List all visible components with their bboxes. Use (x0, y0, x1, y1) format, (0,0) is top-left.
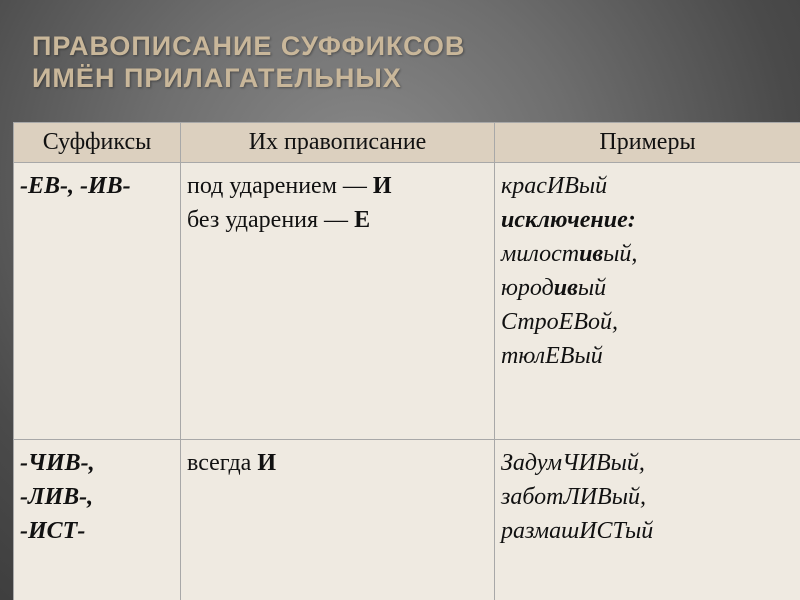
cell-rule (181, 163, 495, 440)
suffix-table-container (13, 122, 800, 600)
example-word: тюлЕВый (501, 343, 603, 369)
rule-letter: И (257, 450, 276, 476)
suffix-text: -ИСТ- (20, 518, 86, 544)
example-word: СтроЕВой, (501, 309, 618, 335)
cell-examples (495, 440, 800, 600)
rule-text: всегда (187, 450, 258, 476)
header-examples: Примеры (495, 123, 800, 163)
table-row (14, 163, 800, 440)
example-word: юродивый (501, 275, 607, 301)
rule-line (187, 446, 488, 480)
table-header-row (14, 123, 800, 163)
suffix-text: -ЧИВ-, (20, 450, 95, 476)
suffix-text: -ЛИВ-, (20, 484, 94, 510)
table-row (14, 440, 800, 600)
slide-title-line-2: ИМЁН ПРИЛАГАТЕЛЬНЫХ (32, 63, 402, 93)
slide-title-line-1: ПРАВОПИСАНИЕ СУФФИКСОВ (32, 31, 466, 61)
cell-suffixes (14, 440, 181, 600)
cell-examples (495, 163, 800, 440)
cell-suffixes (14, 163, 181, 440)
header-spelling: Их правописание (181, 123, 495, 163)
example-word: милостивый, (501, 241, 638, 267)
rule-line (187, 203, 488, 237)
cell-rule (181, 440, 495, 600)
rule-text: без ударения — (187, 207, 355, 233)
slide-title (32, 30, 772, 94)
suffix-table (13, 122, 800, 600)
rule-text: под ударением — (187, 173, 373, 199)
exception-label: исключение: (501, 207, 636, 233)
example-word: красИВый (501, 173, 608, 199)
suffix-text: -ЕВ-, -ИВ- (20, 173, 131, 199)
rule-letter: И (372, 173, 392, 199)
rule-letter: Е (354, 207, 371, 233)
rule-line (187, 169, 488, 203)
example-word: ЗадумЧИВый, (501, 450, 645, 476)
example-word: заботЛИВый, (501, 484, 646, 510)
header-suffixes: Суффиксы (14, 123, 181, 163)
example-word: размашИСТый (501, 518, 654, 544)
